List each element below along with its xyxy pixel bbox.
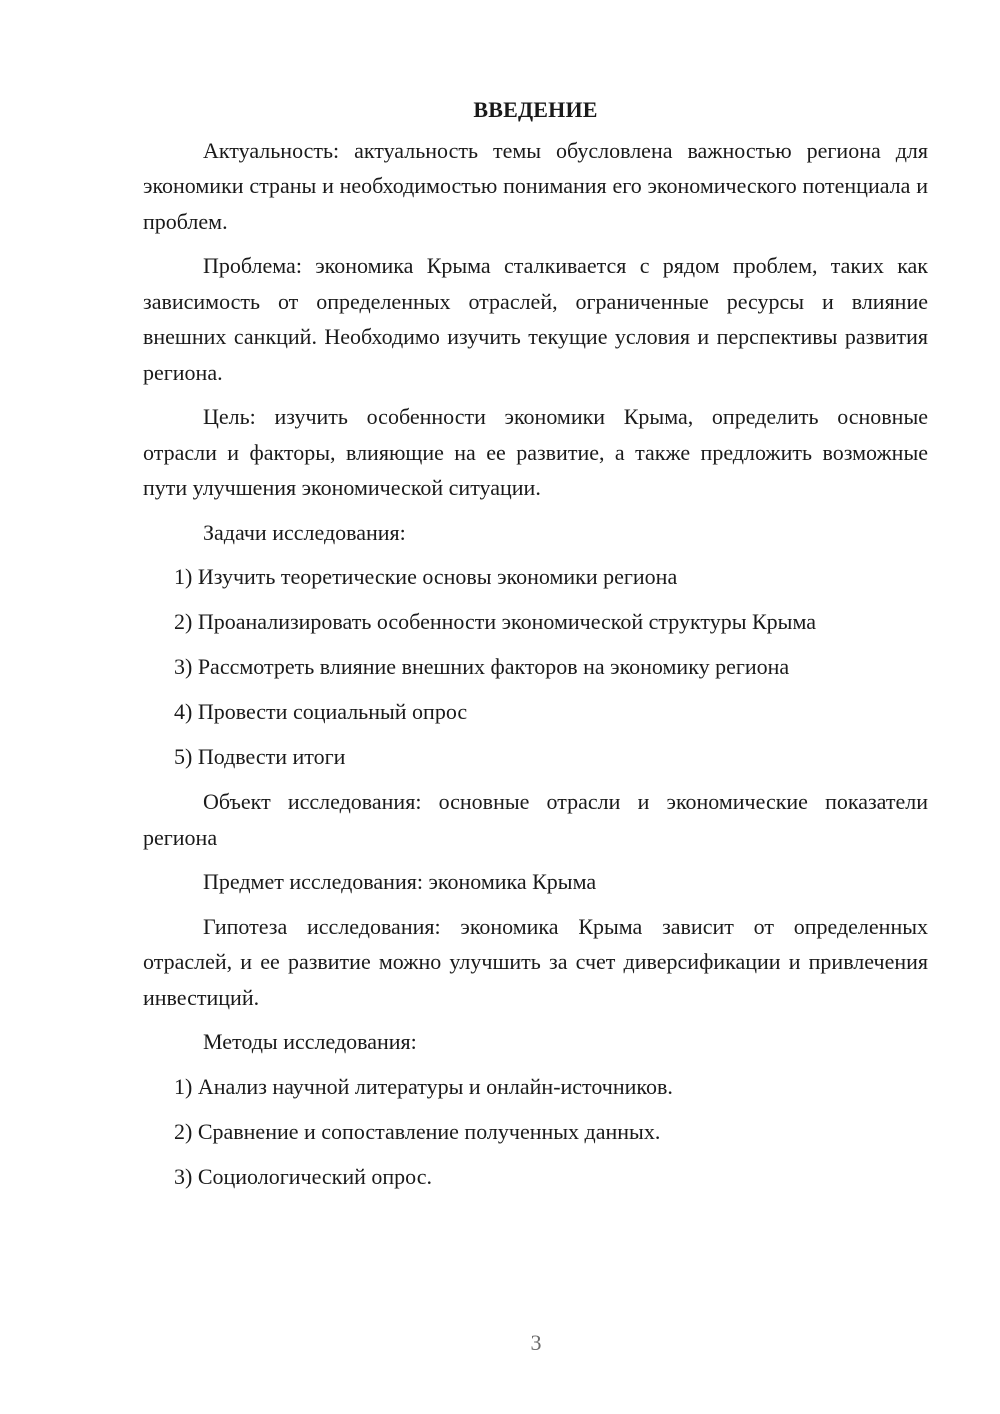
paragraph-object: Объект исследования: основные отрасли и экономические показатели региона [143,789,928,850]
paragraph-goal: Цель: изучить особенности экономики Крыма, определить основные отрасли и факторы, влияющие на ее развитие, а также предложить возможные пути улучшения экономической ситуации. [143,404,928,500]
tasks-heading: Задачи исследования: [203,519,406,545]
task-item-1: 1) Изучить теоретические основы экономики региона [174,564,678,589]
paragraph-problem: Проблема: экономика Крыма сталкивается с рядом проблем, таких как зависимость от определенных отраслей, ограниченные ресурсы и влияние внешних санкций. Необходимо изучить текущие условия и перспективы развития региона. [143,253,928,385]
task-item-4: 4) Провести социальный опрос [174,699,468,724]
methods-heading: Методы исследования: [203,1029,417,1054]
page-title: ВВЕДЕНИЕ [473,97,598,122]
task-item-3: 3) Рассмотреть влияние внешних факторов на экономику региона [174,654,790,679]
method-item-2: 2) Сравнение и сопоставление полученных данных. [174,1118,661,1144]
paragraph-relevance: Актуальность: актуальность темы обусловлена важностью региона для экономики страны и необходимостью понимания его экономического потенциала и проблем. [143,137,928,234]
task-item-2: 2) Проанализировать особенности экономической структуры Крыма [174,609,816,634]
paragraph-hypothesis: Гипотеза исследования: экономика Крыма зависит от определенных отраслей, и ее развитие можно улучшить за счет диверсификации и привлечения инвестиций. [143,913,928,1010]
method-item-3: 3) Социологический опрос. [174,1163,432,1189]
task-item-5: 5) Подвести итоги [174,744,346,769]
page-content [143,92,928,1204]
page-number: 3 [530,1330,542,1355]
paragraph-subject: Предмет исследования: экономика Крыма [203,869,597,894]
method-item-1: 1) Анализ научной литературы и онлайн-источников. [174,1073,673,1099]
